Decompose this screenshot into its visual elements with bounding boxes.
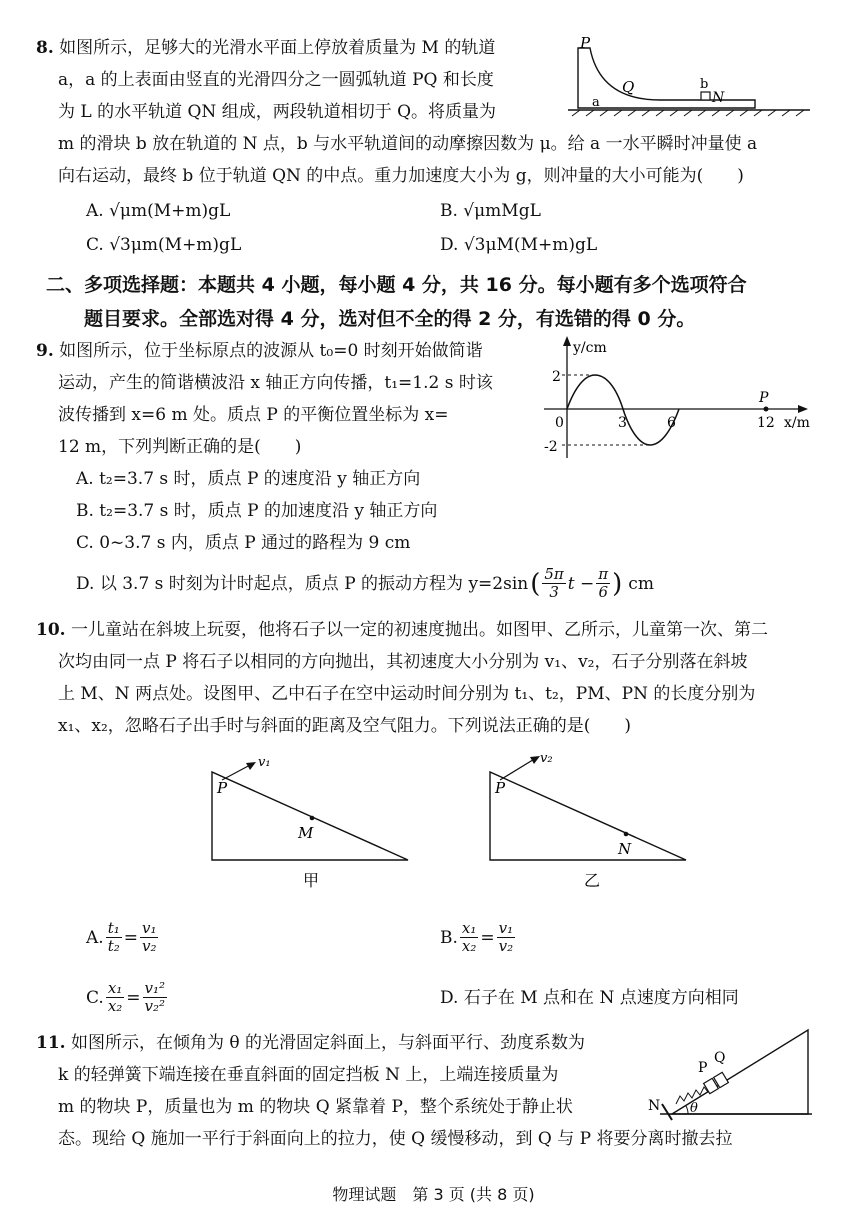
question-text-line: 运动，产生的简谐横波沿 x 轴正方向传播，t₁=1.2 s 时该 [58,373,493,393]
option-d-mid: t − [567,573,595,594]
fraction: $\frac{\pi}{6}$ [598,565,609,601]
fraction: $\frac{\text{t₁}}{\text{t₂}}$ [107,919,120,955]
question-text-line: 波传播到 x=6 m 处。质点 P 的平衡位置坐标为 x= [58,405,449,425]
velocity-label: v₁ [258,755,271,770]
label-theta: θ [690,1101,698,1116]
question-text-line: 如图所示，位于坐标原点的波源从 t₀=0 时刻开始做简谐 [59,341,483,361]
option-a: A. √μm(M+m)gL [86,201,231,221]
question-text-line: 态。现给 Q 施加一平行于斜面向上的拉力，使 Q 缓慢移动，到 Q 与 P 将要分离时撤去拉 [58,1129,733,1149]
question-text-line: 为 L 的水平轨道 QN 组成，两段轨道相切于 Q。将质量为 [58,102,497,122]
fraction: $\frac{\text{x₁}}{\text{x₂}}$ [107,979,123,1015]
question-text-line: 如图所示，在倾角为 θ 的光滑固定斜面上，与斜面平行、劲度系数为 [70,1033,586,1053]
question-text-line: k 的轻弹簧下端连接在垂直斜面的固定挡板 N 上，上端连接质量为 [58,1065,559,1085]
option-d: D. 石子在 M 点和在 N 点速度方向相同 [440,988,739,1008]
fraction: $\frac{\text{v₁}}{\text{v₂}}$ [141,919,157,955]
option-b: B. t₂=3.7 s 时，质点 P 的加速度沿 y 轴正方向 [76,501,438,521]
label-N: N [648,1098,661,1114]
incline-figure [636,1022,816,1122]
option-a: A. $\frac{\text{t₁}}{\text{t₂}}$ = $\frac{\text{v₁}}{\text{v₂}}$ [86,919,157,955]
wave-graph [540,334,815,464]
slope-figure-left [200,748,420,898]
question-text-line: 12 m，下列判断正确的是( ) [58,437,302,457]
paren-close: ) [612,568,623,599]
tick-label: 3 [618,415,627,431]
point-label: P [495,779,506,797]
point-label: N [618,840,632,858]
label-Q: Q [622,78,635,96]
question-text-line: 一儿童站在斜坡上玩耍，他将石子以一定的初速度抛出。如图甲、乙所示，儿童第一次、第二 [70,620,768,640]
fraction: $\frac{\text{v₁}}{\text{v₂}}$ [498,919,514,955]
option-a: A. t₂=3.7 s 时，质点 P 的速度沿 y 轴正方向 [76,469,421,489]
point-M [310,816,315,821]
option-d [76,566,654,601]
tick-label: 0 [555,415,564,431]
option-c: C. 0~3.7 s 内，质点 P 通过的路程为 9 cm [76,533,411,553]
question-number: 10. [36,620,66,640]
section-heading-line2: 题目要求。全部选对得 4 分，选对但不全的得 2 分，有选错的得 0 分。 [84,308,696,330]
label-b: b [700,77,709,92]
option-d-text: D. 以 3.7 s 时刻为计时起点，质点 P 的振动方程为 y=2sin [76,573,529,594]
label-P: P [580,36,591,52]
section-heading: 二、多项选择题：本题共 4 小题，每小题 4 分，共 16 分。每小题有多个选项符合 [46,274,747,296]
question-text-line: m 的物块 P，质量也为 m 的物块 Q 紧靠着 P，整个系统处于静止状 [58,1097,573,1117]
question-text-line: 上 M、N 两点处。设图甲、乙中石子在空中运动时间分别为 t₁、t₂，PM、PN 的长度分别为 [58,684,756,704]
y-axis-label: y/cm [573,340,607,356]
tick-label: 2 [552,369,561,385]
option-b: B. $\frac{\text{x₁}}{\text{x₂}}$ = $\frac{\text{v₁}}{\text{v₂}}$ [440,919,514,955]
fraction: $\frac{5\pi}{3}$ [544,565,564,601]
question-text-line: 次均由同一点 P 将石子以相同的方向抛出，其初速度大小分别为 v₁、v₂，石子分别落在斜坡 [58,652,748,672]
slider-block [701,92,710,100]
option-c: C. √3μm(M+m)gL [86,235,242,255]
slope-figure-right [478,748,698,898]
question-text-line: m 的滑块 b 放在轨道的 N 点，b 与水平轨道间的动摩擦因数为 μ。给 a 一水平瞬时冲量使 a [58,134,758,154]
track-figure [560,36,820,126]
question-text-line: 如图所示，足够大的光滑水平面上停放着质量为 M 的轨道 [59,38,496,58]
unit: cm [628,573,654,594]
figure-caption: 乙 [584,871,601,890]
question-number: 9. [36,341,54,361]
point-label: P [217,779,228,797]
page-footer: 物理试题 第 3 页 (共 8 页) [332,1185,535,1204]
fraction: $\frac{\text{x₁}}{\text{x₂}}$ [461,919,477,955]
label-Q: Q [714,1050,726,1066]
figure-caption: 甲 [303,871,320,890]
option-c: C. $\frac{\text{x₁}}{\text{x₂}}$ = $\frac{\text{v₁²}}{\text{v₂²}}$ [86,979,166,1015]
point-P [764,407,769,412]
wave-curve [567,375,679,445]
question-number: 11. [36,1033,66,1053]
velocity-label: v₂ [540,751,553,766]
label-P: P [698,1060,708,1076]
fraction: $\frac{\text{v₁²}}{\text{v₂²}}$ [144,979,166,1015]
tick-label: -2 [544,439,558,455]
point-N [624,832,629,837]
point-label: M [298,824,314,842]
question-text-line: a，a 的上表面由竖直的光滑四分之一圆弧轨道 PQ 和长度 [58,70,494,90]
option-d: D. √3μM(M+m)gL [440,235,598,255]
option-b: B. √μmMgL [440,201,541,221]
x-axis-label: x/m [784,415,810,431]
point-label: P [759,390,769,406]
question-text-line: x₁、x₂，忽略石子出手时与斜面的距离及空气阻力。下列说法正确的是( ) [58,716,632,736]
question-text-line: 向右运动，最终 b 位于轨道 QN 的中点。重力加速度大小为 g，则冲量的大小可能为( ) [58,166,744,186]
tick-label: 12 [757,415,775,431]
tick-label: 6 [667,415,676,431]
paren-open: ( [530,568,541,599]
label-a: a [592,95,600,110]
question-number: 8. [36,38,54,58]
label-N: N [712,90,725,106]
